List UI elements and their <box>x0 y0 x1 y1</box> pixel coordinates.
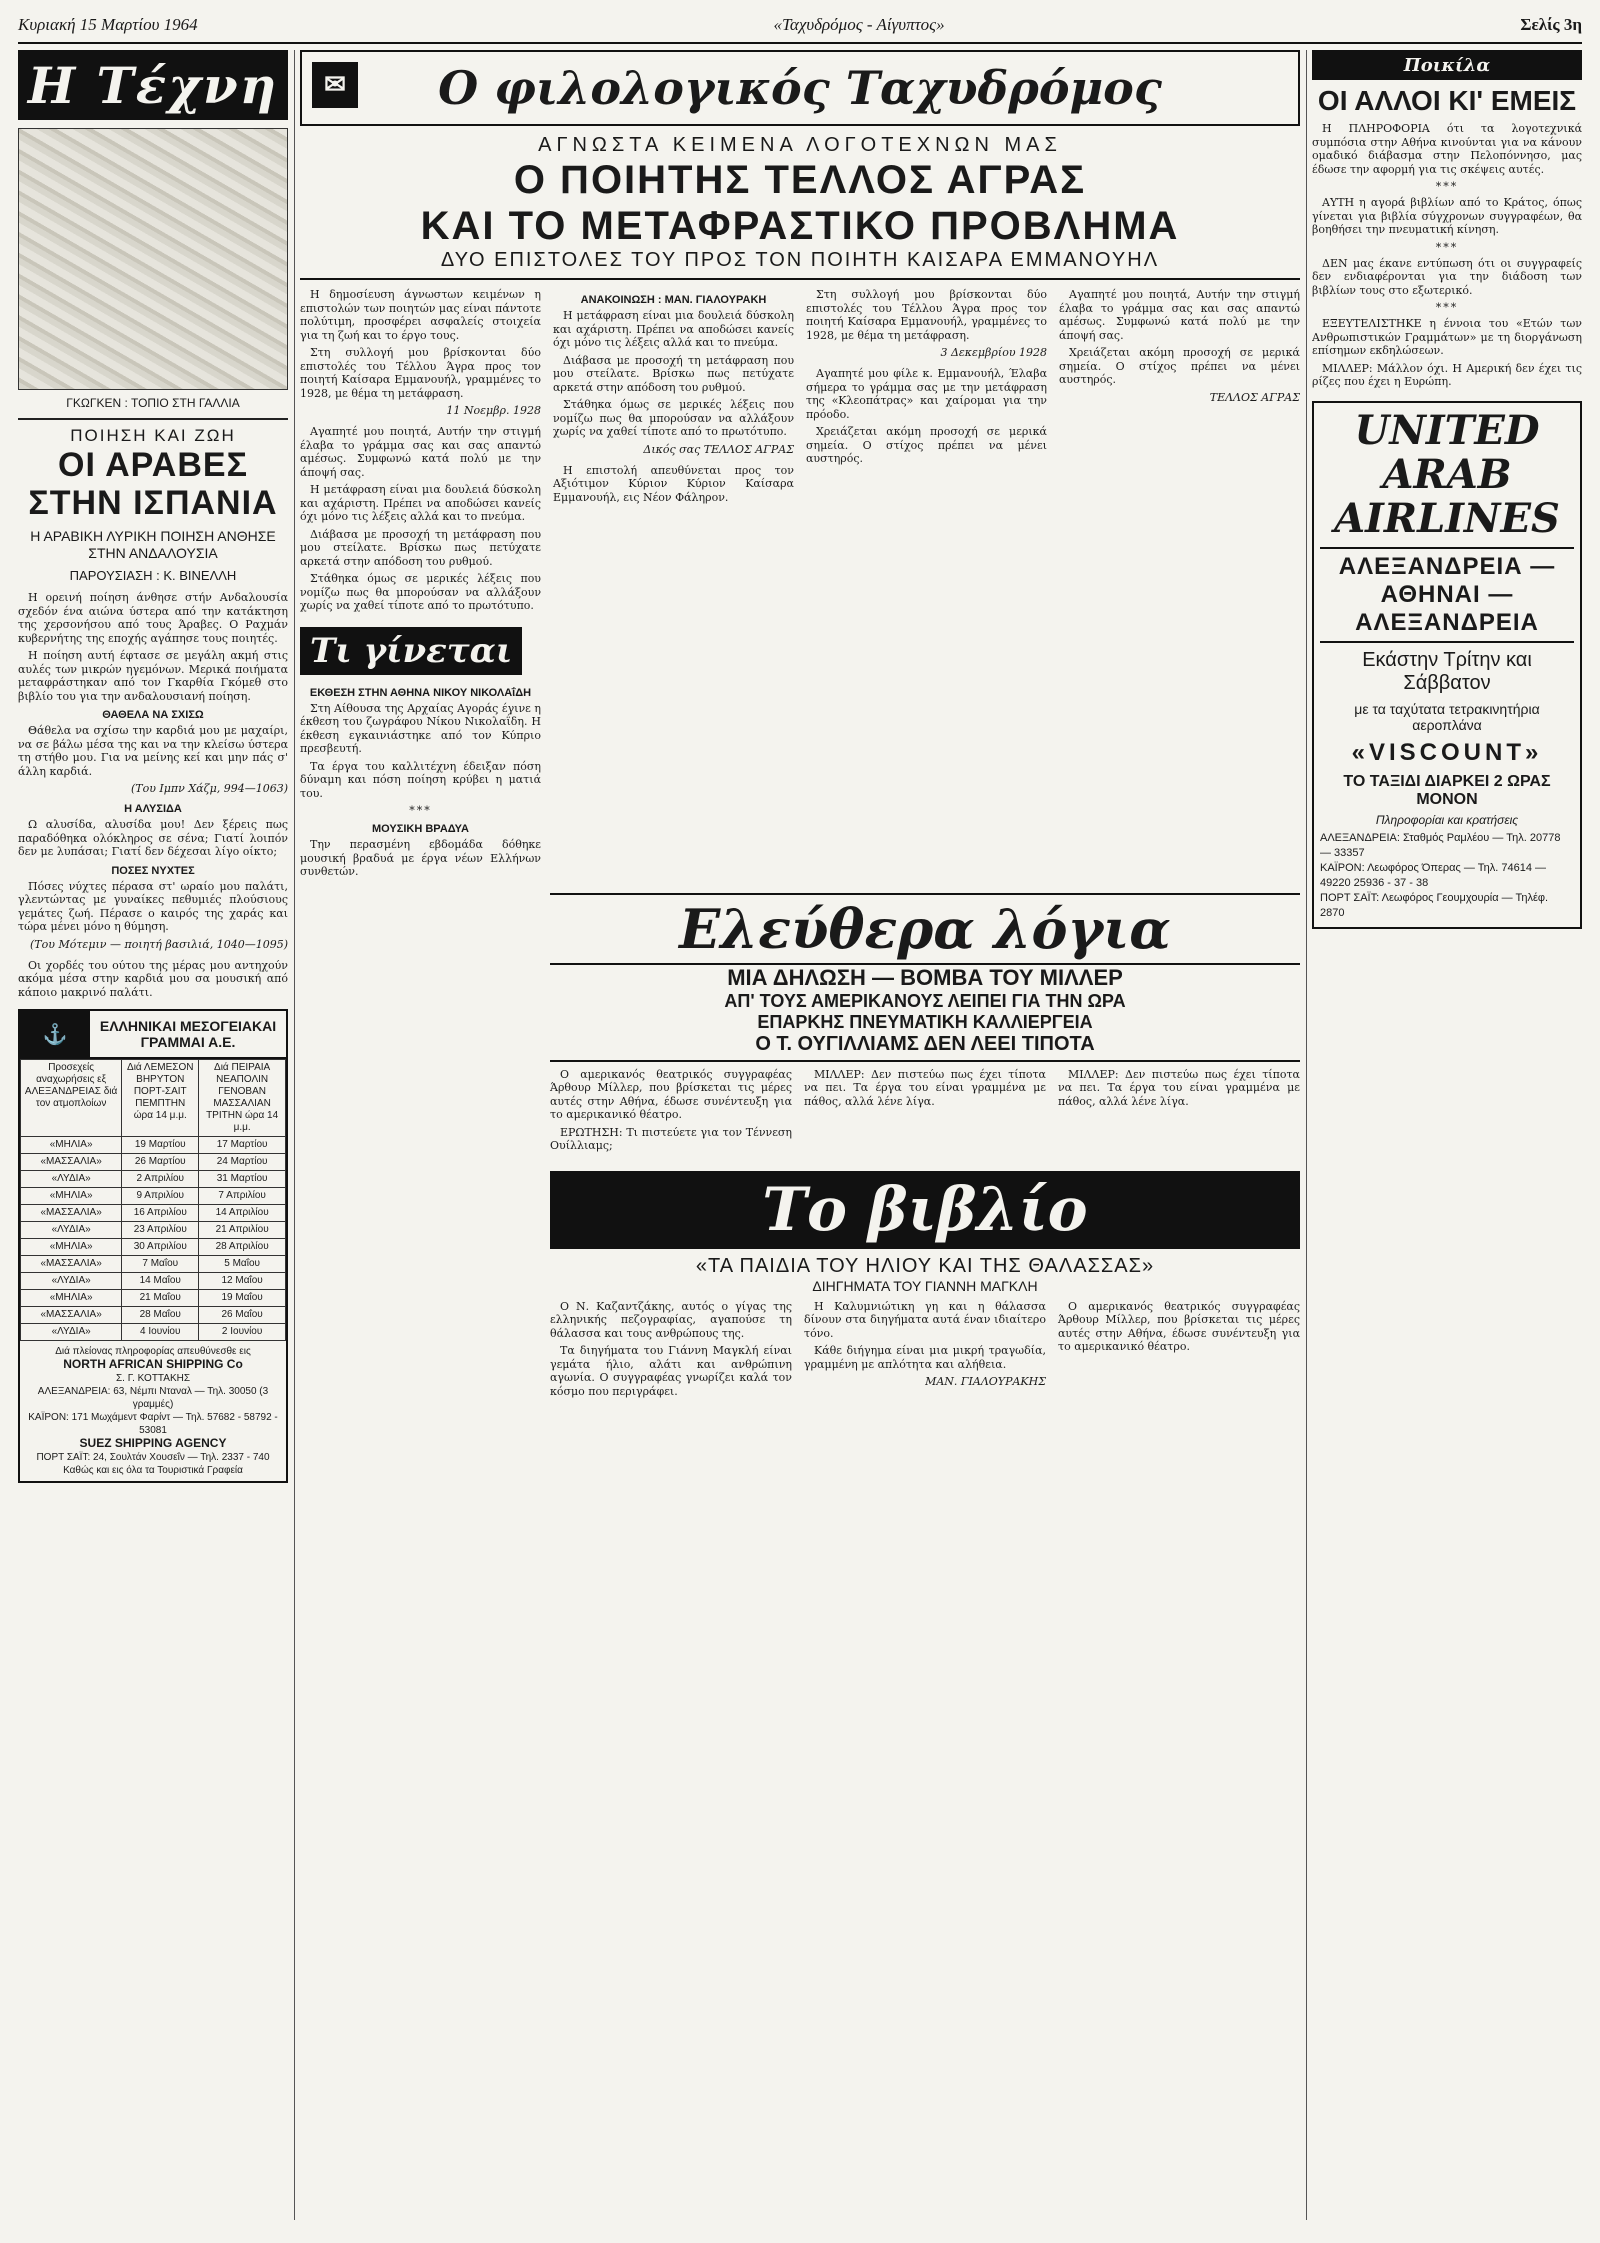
article-paragraph: Χρειάζεται ακόμη προσοχή σε μερικά σημεία. Ο στίχος πρέπει να μένει αυστηρός. <box>806 425 1047 465</box>
schedule-row: «ΜΑΣΣΑΛΙΑ» 16 Απριλίου 14 Απριλίου <box>21 1205 286 1222</box>
poem-text: Θάθελα να σχίσω την καρδιά μου με μαχαίρι, να σε βάλω μέσα της και να την κλείσω ύστερα τη στήθο μου. Για να μείνης κεί και μην πάς σ' άλλη καρδιά. <box>18 724 288 778</box>
article-paragraph: Αγαπητέ μου ποιητά, Αυτήν την στιγμή έλαβα το γράμμα σας και σας απαντώ αμέσως. Συμφωνώ κατά πολύ με την άποψή σας. <box>1059 288 1300 342</box>
review-paragraph: Τα διηγήματα του Γιάννη Μαγκλή είναι γεμάτα ήλιο, αλάτι και ανθρώπινη αγωνία. Ο συγγραφέας γνωρίζει καλά τον κόσμο που περιγράφει. <box>550 1344 792 1398</box>
section-banner: Η Τέχνη <box>18 50 288 120</box>
schedule-row: «ΛΥΔΙΑ» 2 Απριλίου 31 Μαρτίου <box>21 1171 286 1188</box>
article-paragraph: Διάβασα με προσοχή τη μετάφραση που μου στείλατε. Βρίσκω πως πετύχατε αρκετά στην απόδοση του ρυθμού. <box>553 353 794 394</box>
news-section-logo: Τι γίνεται <box>300 627 522 675</box>
opinion-column: Ποικίλα ΟΙ ΑΛΛΟΙ ΚΙ' ΕΜΕΙΣ Η ΠΛΗΡΟΦΟΡΙΑ ότι τα λογοτεχνικά συμπόσια στην Αθήνα κινούνται για να κάνουν ομαδικό διάβασμα στην Πελοπόννησο, μας έδωσε την αφορμή για τις σκέψεις αυτές. *** ΑΥΤΗ η αγορά βιβλίων από το Κράτος, όπως γίνεται για βιβλία σύγχρονων συγγραφέων, θα βοηθήσει την πνευματική κίνηση. *** ΔΕΝ μας έκανε εντύπωση ότι οι συγγραφείς δεν ενδιαφέρονται για την διάδοση των βιβλίων τους στο εξωτερικό. *** ΕΞΕΥΤΕΛΙΣΤΗΚΕ η έννοια του «Ετών των Ανθρωπιστικών Γραμμάτων» με τη διοργάνωση επίσημων εκδηλώσεων. ΜΙΛΛΕΡ: Μάλλον όχι. Η Αμερική δεν έχει τις ρίζες που έχει η Ευρώπη. UNITED ARAB AIRLINES ΑΛΕΞΑΝΔΡΕΙΑ — ΑΘΗΝΑΙ — ΑΛΕΞΑΝΔΡΕΙΑ Εκάστην Τρίτην και Σάββατον με τα ταχύτατα τετρακινητήρια αεροπλάνα «VISCOUNT» ΤΟ ΤΑΞΙΔΙ ΔΙΑΡΚΕΙ 2 ΩΡΑΣ ΜΟΝΟΝ Πληροφορίαι και κρατήσεις ΑΛΕΞΑΝΔΡΕΙΑ: Σταθμός Ραμλέου — Τηλ. 20778 — 33357 ΚΑΪΡΟΝ: Λεωφόρος Όπερας — Τηλ. 74614 — 49220 25936 - 37 - 38 ΠΟΡΤ ΣΑΪΤ: Λεωφόρος Γεουμχουρία — Τηλέφ. 2870 <box>1312 50 1582 2220</box>
letter-date: 11 Νοεμβρ. 1928 <box>446 404 541 417</box>
letter-signature: ΤΕΛΛΟΣ ΑΓΡΑΣ <box>1209 390 1300 404</box>
article-paragraph: Την περασμένη εβδομάδα δόθηκε μουσική βραδυά με έργα νέων Ελλήνων συνθετών. <box>300 838 541 878</box>
poem-title: ΠΟΣΕΣ ΝΥΧΤΕΣ <box>111 864 195 877</box>
article-deck: Η ΑΡΑΒΙΚΗ ΛΥΡΙΚΗ ΠΟΙΗΣΗ ΑΝΘΗΣΕ ΣΤΗΝ ΑΝΔΑΛΟΥΣΙΑ <box>30 528 276 561</box>
booking-info: Πληροφορίαι και κρατήσεις <box>1375 812 1519 827</box>
miller-subhead: ΑΠ' ΤΟΥΣ ΑΜΕΡΙΚΑΝΟΥΣ ΛΕΙΠΕΙ ΓΙΑ ΤΗΝ ΩΡΑ <box>724 990 1126 1011</box>
interview-question: ΕΡΩΤΗΣΗ: Τι πιστεύετε για τον Τέννεση Ουίλλιαμς; <box>550 1125 792 1152</box>
page-number: Σελίς 3η <box>1520 15 1582 34</box>
schedule-row: «ΜΗΛΙΑ» 21 Μαΐου 19 Μαΐου <box>21 1290 286 1307</box>
poem-text: Ω αλυσίδα, αλυσίδα μου! Δεν ξέρεις πως παραδόθηκα ολόκληρος σε σένα; Γιατί λοιπόν δεν με λυπάσαι; Γιατί δεν δέχεσαι λίγο οίκτο; <box>18 818 288 858</box>
column-paragraph: ΜΙΛΛΕΡ: Μάλλον όχι. Η Αμερική δεν έχει τις ρίζες που έχει η Ευρώπη. <box>1312 361 1582 388</box>
article-paragraph: Στη Αίθουσα της Αρχαίας Αγοράς έγινε η έκθεση του ζωγράφου Νίκου Νικολαΐδη. Η έκθεση εγκαινιάστηκε από τον Κύπριο πρεσβευτή. <box>300 701 541 755</box>
shipping-advertisement <box>18 1009 288 1483</box>
article-paragraph: Η επιστολή απευθύνεται προς τον Αξιότιμον Κύριον Κύριον Καίσαρα Εμμανουήλ, εις Νέον Φάληρον. <box>553 463 794 504</box>
interview-answer: ΜΙΛΛΕΡ: Δεν πιστεύω πως έχει τίποτα να πει. Τα έργα του είναι γραμμένα με πάθος, αλλά λένε λίγα. <box>804 1067 1046 1108</box>
shipping-contacts: Διά πλείονας πληροφορίας απευθύνεσθε εις NORTH AFRICAN SHIPPING Co Σ. Γ. ΚΟΤΤΑΚΗΣ ΑΛΕΞΑΝΔΡΕΙΑ: 63, Νέμπι Νταναλ — Τηλ. 30050 (3 γραμμές) ΚΑΪΡΟΝ: 171 Μωχάμεντ Φαρίντ — Τηλ. 57682 - 58792 - 53081 SUEZ SHIPPING AGENCY ΠΟΡΤ ΣΑΪΤ: 24, Σουλτάν Χουσεΐν — Τηλ. 2337 - 740 Καθώς και εις όλα τα Τουριστικά Γραφεία <box>28 1346 278 1476</box>
article-paragraph: Η ορεινή ποίηση άνθησε στήν Ανδαλουσία σχεδόν ένα αιώνα ύστερα από την κατάκτηση της χερσονήσου από τους Άραβες. Ο Ραχμάν κυβερνήτης της εποχής αγάπησε τους ποιητές. <box>18 591 288 645</box>
schedule-row: «ΜΑΣΣΑΛΙΑ» 28 Μαΐου 26 Μαΐου <box>21 1307 286 1324</box>
miller-subhead: Ο Τ. ΟΥΓΙΛΛΙΑΜΣ ΔΕΝ ΛΕΕΙ ΤΙΠΟΤΑ <box>550 1033 1300 1062</box>
airline-advertisement <box>1312 401 1582 929</box>
schedule-row: «ΛΥΔΙΑ» 4 Ιουνίου 2 Ιουνίου <box>21 1324 286 1341</box>
airline-logo: UNITED ARAB AIRLINES <box>1334 406 1560 542</box>
column-paragraph: ΔΕΝ μας έκανε εντύπωση ότι οι συγγραφείς δεν ενδιαφέρονται για την διάδοση των βιβλίων τους στο εξωτερικό. <box>1312 256 1582 297</box>
letter-date: 3 Δεκεμβρίου 1928 <box>940 346 1047 359</box>
article-paragraph: Η ποίηση αυτή έφτασε σε μεγάλη ακμή στις αυλές των μικρών ηγεμόνων. Μερικά ποιήματα μεταφράστηκαν από τον Γκαρθία Γκόμεθ στο βιβλίο του για την ανδαλουσιανή ποίηση. <box>18 649 288 703</box>
poem-source: (Του Ιμπν Χάζμ, 994—1063) <box>131 782 288 795</box>
book-review-title: «ΤΑ ΠΑΙΔΙΑ ΤΟΥ ΗΛΙΟΥ ΚΑΙ ΤΗΣ ΘΑΛΑΣΣΑΣ» <box>695 1254 1155 1277</box>
ship-icon: ⚓ <box>20 1011 90 1057</box>
article-paragraph: Στάθηκα όμως σε μερικές λέξεις που νομίζω πως θα μπορούσαν να αλλάξουν χωρίς να χαθεί τίποτε από το πρωτότυπο. <box>300 572 541 612</box>
poem-text: Πόσες νύχτες πέρασα στ' ωραίο μου παλάτι, γλεντώντας με γυναίκες πεθυμιές πλούσιους γεμάτες ζωή. Πέρασε ο καιρός της χαράς και τώρα μένει μόνο η θύμηση. <box>18 879 288 933</box>
aircraft-type: «VISCOUNT» <box>1351 738 1543 766</box>
office-address: ΑΛΕΞΑΝΔΡΕΙΑ: Σταθμός Ραμλέου — Τηλ. 20778 — 33357 <box>1320 831 1561 859</box>
column-paragraph: Η ΠΛΗΡΟΦΟΡΙΑ ότι τα λογοτεχνικά συμπόσια στην Αθήνα κινούνται για να κάνουν ομαδικό διάβασμα στην Πελοπόννησο, μας έδωσε την αφορμή για τις σκέψεις αυτές. <box>1312 122 1582 176</box>
poem-title: ΘΑΘΕΛΑ ΝΑ ΣΧΙΣΩ <box>102 709 204 721</box>
poem-text: Οι χορδές του ούτου της μέρας μου αντηχούν ακόμα μέσα στην καρδιά μου σα μουσική από κάποιο μακρινό παλάτι. <box>18 958 288 999</box>
interview-paragraph: Ο αμερικανός θεατρικός συγγραφέας Άρθουρ Μίλλερ, που βρίσκεται τις μέρες αυτές στην Αθήνα, έδωσε συνέντευξη για το αμερικανικό θέατρο. <box>1058 1299 1300 1353</box>
article-paragraph: Η δημοσίευση άγνωστων κειμένων η επιστολών των ποιητών μας είναι πάντοτε πολύτιμη, προσφέρει ασφαλείς στοιχεία για τη ζωή και το έργο τους. <box>300 288 541 342</box>
column-headline: ΟΙ ΑΛΛΟΙ ΚΙ' ΕΜΕΙΣ <box>1317 85 1577 116</box>
schedule-row: «ΜΑΣΣΑΛΙΑ» 26 Μαρτίου 24 Μαρτίου <box>21 1154 286 1171</box>
article-byline: ΠΑΡΟΥΣΙΑΣΗ : Κ. ΒΙΝΕΛΛΗ <box>69 568 237 583</box>
office-address: ΠΟΡΤ ΣΑΪΤ: Λεωφόρος Γεουμχουρία — Τηλέφ. 2870 <box>1320 891 1549 919</box>
article-paragraph: Στη συλλογή μου βρίσκονται δύο επιστολές του Τέλλου Άγρα προς τον ποιητή Καίσαρα Εμμανουήλ, γραμμένες το 1928, με θέμα τη μετάφραση. <box>300 346 541 400</box>
free-words-logo: Ελεύθερα λόγια <box>550 893 1300 965</box>
literary-masthead: ✉ Ο φιλολογικός Ταχυδρόμος <box>300 50 1300 126</box>
flight-days: Εκάστην Τρίτην και Σάββατον <box>1362 648 1532 694</box>
review-paragraph: Η Καλυμνιώτικη γη και η θάλασσα δίνουν στα διηγήματα αυτά έναν ιδιαίτερο τόνο. <box>804 1299 1046 1340</box>
image-caption: ΓΚΩΓΚΕΝ : ΤΟΠΙΟ ΣΤΗ ΓΑΛΛΙΑ <box>66 396 240 410</box>
poem-source: (Του Μότεμιν — ποιητή βασιλιά, 1040—1095) <box>30 937 288 951</box>
flight-duration: ΤΟ ΤΑΞΙΔΙ ΔΙΑΡΚΕΙ 2 ΩΡΑΣ ΜΟΝΟΝ <box>1343 772 1551 808</box>
article-deck: ΔΥΟ ΕΠΙΣΤΟΛΕΣ ΤΟΥ ΠΡΟΣ ΤΟΝ ΠΟΙΗΤΗ ΚΑΙΣΑΡΑ ΕΜΜΑΝΟΥΗΛ <box>300 249 1300 280</box>
literary-section: ✉ Ο φιλολογικός Ταχυδρόμος ΑΓΝΩΣΤΑ ΚΕΙΜΕΝΑ ΛΟΓΟΤΕΧΝΩΝ ΜΑΣ Ο ΠΟΙΗΤΗΣ ΤΕΛΛΟΣ ΑΓΡΑΣ ΚΑΙ ΤΟ ΜΕΤΑΦΡΑΣΤΙΚΟ ΠΡΟΒΛΗΜΑ ΔΥΟ ΕΠΙΣΤΟΛΕΣ ΤΟΥ ΠΡΟΣ ΤΟΝ ΠΟΙΗΤΗ ΚΑΙΣΑΡΑ ΕΜΜΑΝΟΥΗΛ Η δημοσίευση άγνωστων κειμένων η επιστολών των ποιητών μας είναι πάντοτε πολύτιμη, προσφέρει ασφαλείς στοιχεία για τη ζωή και το έργο τους. Στη συλλογή μου βρίσκονται δύο επιστολές του Τέλλου Άγρα προς τον ποιητή Καίσαρα Εμμανουήλ, γραμμένες το 1928, με θέμα τη μετάφραση. 11 Νοεμβρ. 1928 Αγαπητέ μου ποιητά, Αυτήν την στιγμή έλαβα το γράμμα σας και σας απαντώ αμέσως. Συμφωνώ κατά πολύ με την άποψή σας. Η μετάφραση είναι μια δουλειά δύσκολη και αχάριστη. Πρέπει να αποδώσει κανείς όχι μόνο τις λέξεις αλλά και το πνεύμα. Διάβασα με προσοχή τη μετάφραση που μου στείλατε. Βρίσκω πως πετύχατε αρκετά στην απόδοση του ρυθμού. Στάθηκα όμως σε μερικές λέξεις που νομίζω πως θα μπορούσαν να αλλάξουν χωρίς να χαθεί τίποτε από το πρωτότυπο. Τι γίνεται ΕΚΘΕΣΗ ΣΤΗΝ ΑΘΗΝΑ ΝΙΚΟΥ ΝΙΚΟΛΑΐΔΗ Στη Αίθουσα της Αρχαίας Αγοράς έγινε η έκθεση του ζωγράφου Νίκου Νικολαΐδη. Η έκθεση εγκαινιάστηκε από τον Κύπριο πρεσβευτή. Τα έργα του καλλιτέχνη έδειξαν πόση δύναμη και πόση ποίηση κρύβει η ματιά του. *** ΜΟΥΣΙΚΗ ΒΡΑΔΥΑ Την περασμένη εβδομάδα δόθηκε μουσική βραδυά με έργα νέων Ελλήνων συνθετών. ΑΝΑΚΟΙΝΩΣΗ : ΜΑΝ. ΓΙΑΛΟΥΡΑΚΗ Η μετάφραση είναι μια δουλειά δύσκολη και αχάριστη. Πρέπει να αποδώσει κανείς όχι μόνο τις λέξεις αλλά και το πνεύμα. Διάβασα με προσοχή τη μετάφραση που μου στείλατε. Βρίσκω πως πετύχατε αρκετά στην απόδοση του ρυθμού. Στάθηκα όμως σε μερικές λέξεις που νομίζω πως θα μπορούσαν να αλλάξουν χωρίς να χαθεί τίποτε από το πρωτότυπο. Δικός σας ΤΕΛΛΟΣ ΑΓΡΑΣ Η επιστολή απευθύνεται προς τον Αξιότιμον Κύριον Κύριον Καίσαρα Εμμανουήλ, εις Νέον Φάληρον. Στη συλλογή μου βρίσκονται δύο επιστολές του Τέλλου Άγρα προς τον ποιητή Καίσαρα Εμμανουήλ, γραμμένες το 1928, με θέμα τη μετάφραση. 3 Δεκεμβρίου 1928 Αγαπητέ μου φίλε κ. Εμμανουήλ, Έλαβα σήμερα το γράμμα σας με την μετάφραση της «Κλεοπάτρας» και χαίρομαι για την πρόοδο. Χρειάζεται ακόμη προσοχή σε μερικά σημεία. Ο στίχος πρέπει να μένει αυστηρός. Αγαπητέ μου ποιητά, Αυτήν την στιγμή έλαβα το γράμμα σας και σας απαντώ αμέσως. Συμφωνώ κατά πολύ με την άποψή σας. Χρειάζεται ακόμη προσοχή σε μερικά σημεία. Ο στίχος πρέπει να μένει αυστηρός. ΤΕΛΛΟΣ ΑΓΡΑΣ Ελεύθερα λόγια ΜΙΑ ΔΗΛΩΣΗ — ΒΟΜΒΑ ΤΟΥ ΜΙΛΛΕΡ ΑΠ' ΤΟΥΣ ΑΜΕΡΙΚΑΝΟΥΣ ΛΕΙΠΕΙ ΓΙΑ ΤΗΝ ΩΡΑ ΕΠΑΡΚΗΣ ΠΝΕΥΜΑΤΙΚΗ ΚΑΛΛΙΕΡΓΕΙΑ Ο Τ. ΟΥΓΙΛΛΙΑΜΣ ΔΕΝ ΛΕΕΙ ΤΙΠΟΤΑ Ο αμερικανός θεατρικός συγγραφέας Άρθουρ Μίλλερ, που βρίσκεται τις μέρες αυτές στην Αθήνα, έδωσε συνέντευξη για το αμερικανικό θέατρο. ΕΡΩΤΗΣΗ: Τι πιστεύετε για τον Τέννεση Ουίλλιαμς; ΜΙΛΛΕΡ: Δεν πιστεύω πως έχει τίποτα να πει. Τα έργα του είναι γραμμένα με πάθος, αλλά λένε λίγα. ΜΙΛΛΕΡ: Δεν πιστεύω πως έχει τίποτα να πει. Τα έργα του είναι γραμμένα με πάθος, αλλά λένε λίγα. Το βιβλίο «ΤΑ ΠΑΙΔΙΑ ΤΟΥ ΗΛΙΟΥ ΚΑΙ ΤΗΣ ΘΑΛΑΣΣΑΣ» ΔΙΗΓΗΜΑΤΑ ΤΟΥ ΓΙΑΝΝΗ ΜΑΓΚΛΗ Ο Ν. Καζαντζάκης, αυτός ο γίγας της ελληνικής πεζογραφίας, αγαπούσε τη θάλασσα και τους ανθρώπους της. Τα διηγήματα του Γιάννη Μαγκλή είναι γεμάτα ήλιο, αλάτι και ανθρώπινη αγωνία. Ο συγγραφέας γνωρίζει καλά τον κόσμο που περιγράφει. Η Καλυμνιώτικη γη και η θάλασσα δίνουν στα διηγήματα αυτά έναν ιδιαίτερο τόνο. Κάθε διήγημα είναι μια μικρή τραγωδία, γραμμένη με απλότητα και αλήθεια. ΜΑΝ. ΓΙΑΛΟΥΡΑΚΗΣ Ο αμερικανός θεατρικός συγγραφέας Άρθουρ Μίλλερ, που βρίσκεται τις μέρες αυτές στην Αθήνα, έδωσε συνέντευξη για το αμερικανικό θέατρο. <box>300 50 1300 2220</box>
column-rule <box>294 50 295 2220</box>
sailing-schedule: Προσεχείς αναχωρήσεις εξ ΑΛΕΞΑΝΔΡΕΙΑΣ διά τον ατμοπλοίων Διά ΛΕΜΕΣΟΝ ΒΗΡΥΤΟΝ ΠΟΡΤ-ΣΑΙΤ ΠΕΜΠΤΗΝ ώρα 14 μ.μ. Διά ΠΕΙΡΑΙΑ ΝΕΑΠΟΛΙΝ ΓΕΝΟΒΑΝ ΜΑΣΣΑΛΙΑΝ ΤΡΙΤΗΝ ώρα 14 μ.μ. «ΜΗΛΙΑ» 19 Μαρτίου 17 Μαρτίου «ΜΑΣΣΑΛΙΑ» 26 Μαρτίου 24 Μαρτίου «ΛΥΔΙΑ» 2 Απριλίου 31 Μαρτίου «ΜΗΛΙΑ» 9 Απριλίου 7 Απριλίου «ΜΑΣΣΑΛΙΑ» 16 Απριλίου 14 Απριλίου «ΛΥΔΙΑ» 23 Απριλίου 21 Απριλίου «ΜΗΛΙΑ» 30 Απριλίου 28 Απριλίου «ΜΑΣΣΑΛΙΑ» 7 Μαΐου 5 Μαΐου «ΛΥΔΙΑ» 14 Μαΐου 12 Μαΐου «ΜΗΛΙΑ» 21 Μαΐου 19 Μαΐου «ΜΑΣΣΑΛΙΑ» 28 Μαΐου 26 Μαΐου «ΛΥΔΙΑ» 4 Ιουνίου 2 Ιουνίου <box>20 1059 286 1341</box>
column-paragraph: ΕΞΕΥΤΕΛΙΣΤΗΚΕ η έννοια του «Ετών των Ανθρωπιστικών Γραμμάτων» με τη διοργάνωση επίσημων εκδηλώσεων. <box>1312 317 1582 357</box>
column-paragraph: ΑΥΤΗ η αγορά βιβλίων από το Κράτος, όπως γίνεται για βιβλία σύγχρονων συγγραφέων, θα βοηθήσει την πνευματική κίνηση. <box>1312 196 1582 236</box>
news-headline: ΕΚΘΕΣΗ ΣΤΗΝ ΑΘΗΝΑ ΝΙΚΟΥ ΝΙΚΟΛΑΐΔΗ <box>309 686 532 699</box>
aircraft-text: με τα ταχύτατα τετρακινητήρια αεροπλάνα <box>1354 700 1540 733</box>
article-paragraph: Αγαπητέ μου ποιητά, Αυτήν την στιγμή έλαβα το γράμμα σας και σας απαντώ αμέσως. Συμφωνώ κατά πολύ με την άποψή σας. <box>300 425 541 479</box>
shipping-company: ΕΛΛΗΝΙΚΑΙ ΜΕΣΟΓΕΙΑΚΑΙ ΓΡΑΜΜΑΙ Α.Ε. <box>99 1018 277 1050</box>
article-paragraph: Χρειάζεται ακόμη προσοχή σε μερικά σημεία. Ο στίχος πρέπει να μένει αυστηρός. <box>1059 346 1300 386</box>
schedule-row: «ΜΗΛΙΑ» 30 Απριλίου 28 Απριλίου <box>21 1239 286 1256</box>
flight-route: ΑΛΕΞΑΝΔΡΕΙΑ — ΑΘΗΝΑΙ — ΑΛΕΞΑΝΔΡΕΙΑ <box>1320 547 1574 643</box>
art-column <box>18 50 288 2220</box>
issue-date: Κυριακή 15 Μαρτίου 1964 <box>18 15 198 34</box>
review-paragraph: Κάθε διήγημα είναι μια μικρή τραγωδία, γραμμένη με απλότητα και αλήθεια. <box>804 1344 1046 1371</box>
schedule-row: «ΜΗΛΙΑ» 19 Μαρτίου 17 Μαρτίου <box>21 1137 286 1154</box>
book-review-subtitle: ΔΙΗΓΗΜΑΤΑ ΤΟΥ ΓΙΑΝΝΗ ΜΑΓΚΛΗ <box>812 1277 1038 1294</box>
mail-icon: ✉ <box>312 62 358 108</box>
article-paragraph: Αγαπητέ μου φίλε κ. Εμμανουήλ, Έλαβα σήμερα το γράμμα σας με την μετάφραση της «Κλεοπάτρας» και χαίρομαι για την πρόοδο. <box>806 367 1047 421</box>
schedule-row: «ΜΑΣΣΑΛΙΑ» 7 Μαΐου 5 Μαΐου <box>21 1256 286 1273</box>
column-rule <box>1306 50 1307 2220</box>
office-address: ΚΑΪΡΟΝ: Λεωφόρος Όπερας — Τηλ. 74614 — 49220 25936 - 37 - 38 <box>1320 861 1547 889</box>
poem-title: Η ΑΛΥΣΙΔΑ <box>124 803 182 815</box>
news-headline: ΜΟΥΣΙΚΗ ΒΡΑΔΥΑ <box>372 823 469 835</box>
article-paragraph: Τα έργα του καλλιτέχνη έδειξαν πόση δύναμη και πόση ποίηση κρύβει η ματιά του. <box>300 759 541 800</box>
painting-image <box>18 128 288 390</box>
column-logo: Ποικίλα <box>1312 50 1582 80</box>
book-section-logo: Το βιβλίο <box>550 1171 1300 1249</box>
article-headline: ΟΙ ΑΡΑΒΕΣ ΣΤΗΝ ΙΣΠΑΝΙΑ <box>28 446 278 522</box>
schedule-row: «ΛΥΔΙΑ» 23 Απριλίου 21 Απριλίου <box>21 1222 286 1239</box>
article-paragraph: Στη συλλογή μου βρίσκονται δύο επιστολές του Τέλλου Άγρα προς τον ποιητή Καίσαρα Εμμανουήλ, γραμμένες το 1928, με θέμα τη μετάφραση. <box>806 288 1047 342</box>
article-paragraph: Στάθηκα όμως σε μερικές λέξεις που νομίζω πως θα μπορούσαν να αλλάξουν χωρίς να χαθεί τίποτε από το πρωτότυπο. <box>553 398 794 438</box>
article-paragraph: Η μετάφραση είναι μια δουλειά δύσκολη και αχάριστη. Πρέπει να αποδώσει κανείς όχι μόνο τις λέξεις αλλά και το πνεύμα. <box>300 483 541 523</box>
interview-answer: ΜΙΛΛΕΡ: Δεν πιστεύω πως έχει τίποτα να πει. Τα έργα του είναι γραμμένα με πάθος, αλλά λένε λίγα. <box>1058 1067 1300 1108</box>
article-kicker: ΑΓΝΩΣΤΑ ΚΕΙΜΕΝΑ ΛΟΓΟΤΕΧΝΩΝ ΜΑΣ <box>538 134 1062 156</box>
announcement-byline: ΑΝΑΚΟΙΝΩΣΗ : ΜΑΝ. ΓΙΑΛΟΥΡΑΚΗ <box>580 294 767 306</box>
review-paragraph: Ο Ν. Καζαντζάκης, αυτός ο γίγας της ελληνικής πεζογραφίας, αγαπούσε τη θάλασσα και τους ανθρώπους της. <box>550 1299 792 1340</box>
schedule-row: «ΜΗΛΙΑ» 9 Απριλίου 7 Απριλίου <box>21 1188 286 1205</box>
newspaper-title: «Ταχυδρόμος - Αίγυπτος» <box>773 15 945 34</box>
article-headline: ΚΑΙ ΤΟ ΜΕΤΑΦΡΑΣΤΙΚΟ ΠΡΟΒΛΗΜΑ <box>420 204 1180 248</box>
miller-headline: ΜΙΑ ΔΗΛΩΣΗ — ΒΟΜΒΑ ΤΟΥ ΜΙΛΛΕΡ <box>727 964 1123 990</box>
letter-signature: Δικός σας ΤΕΛΛΟΣ ΑΓΡΑΣ <box>643 442 794 456</box>
schedule-row: «ΛΥΔΙΑ» 14 Μαΐου 12 Μαΐου <box>21 1273 286 1290</box>
interview-paragraph: Ο αμερικανός θεατρικός συγγραφέας Άρθουρ Μίλλερ, που βρίσκεται τις μέρες αυτές στην Αθήνα, έδωσε συνέντευξη για το αμερικανικό θέατρο. <box>550 1067 792 1121</box>
page-masthead <box>18 8 1582 44</box>
article-paragraph: Η μετάφραση είναι μια δουλειά δύσκολη και αχάριστη. Πρέπει να αποδώσει κανείς όχι μόνο τις λέξεις αλλά και το πνεύμα. <box>553 309 794 349</box>
miller-subhead: ΕΠΑΡΚΗΣ ΠΝΕΥΜΑΤΙΚΗ ΚΑΛΛΙΕΡΓΕΙΑ <box>757 1011 1093 1032</box>
review-signature: ΜΑΝ. ΓΙΑΛΟΥΡΑΚΗΣ <box>925 1375 1046 1388</box>
article-paragraph: Διάβασα με προσοχή τη μετάφραση που μου στείλατε. Βρίσκω πως πετύχατε αρκετά στην απόδοση του ρυθμού. <box>300 527 541 568</box>
article-headline: Ο ΠΟΙΗΤΗΣ ΤΕΛΛΟΣ ΑΓΡΑΣ <box>513 158 1087 202</box>
article-kicker: ΠΟΙΗΣΗ ΚΑΙ ΖΩΗ <box>70 426 236 445</box>
